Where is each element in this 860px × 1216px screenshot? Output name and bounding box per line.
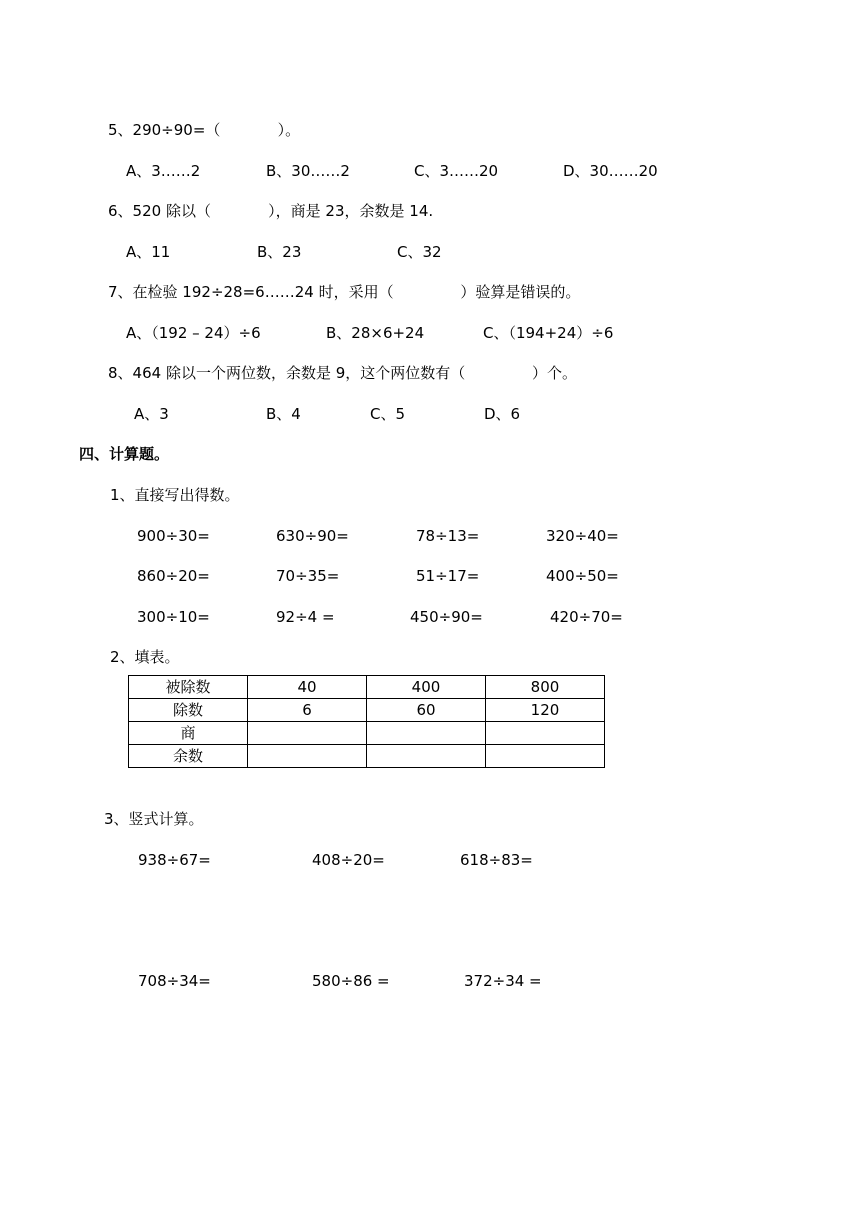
- part-3-heading: 3、竖式计算。: [104, 810, 204, 828]
- long-division-item: 580÷86 =: [312, 972, 390, 990]
- table-row: [129, 676, 605, 699]
- long-division-item: 372÷34 =: [464, 972, 542, 990]
- answer-cell[interactable]: [248, 722, 367, 745]
- oral-calc-item: 92÷4 =: [276, 608, 335, 626]
- question-5-option-d: D、30……20: [563, 162, 658, 180]
- oral-calc-item: 450÷90=: [410, 608, 483, 626]
- oral-calc-item: 300÷10=: [137, 608, 210, 626]
- oral-calc-item: 51÷17=: [416, 567, 480, 585]
- table-cell: 40: [248, 676, 367, 699]
- question-8-stem: 8、464 除以一个两位数，余数是 9，这个两位数有（ ）个。: [108, 364, 578, 382]
- fill-table: [128, 675, 605, 768]
- question-8-option-d: D、6: [484, 405, 521, 423]
- row-header-dividend: 被除数: [129, 676, 248, 699]
- question-5-option-c: C、3……20: [414, 162, 499, 180]
- question-8-option-a: A、3: [134, 405, 169, 423]
- oral-calc-item: 70÷35=: [276, 567, 340, 585]
- oral-calc-item: 420÷70=: [550, 608, 623, 626]
- answer-cell[interactable]: [486, 745, 605, 768]
- question-6-stem: 6、520 除以（ ），商是 23，余数是 14.: [108, 202, 434, 220]
- oral-calc-item: 860÷20=: [137, 567, 210, 585]
- question-8-option-c: C、5: [370, 405, 406, 423]
- table-cell: 800: [486, 676, 605, 699]
- oral-calc-item: 78÷13=: [416, 527, 480, 545]
- long-division-item: 618÷83=: [460, 851, 533, 869]
- oral-calc-item: 630÷90=: [276, 527, 349, 545]
- table-row: [129, 745, 605, 768]
- answer-cell[interactable]: [486, 722, 605, 745]
- oral-calc-item: 900÷30=: [137, 527, 210, 545]
- question-7-option-b: B、28×6+24: [326, 324, 425, 342]
- question-8-option-b: B、4: [266, 405, 301, 423]
- table-cell: 6: [248, 699, 367, 722]
- table-cell: 400: [367, 676, 486, 699]
- long-division-item: 408÷20=: [312, 851, 385, 869]
- answer-cell[interactable]: [367, 722, 486, 745]
- question-7-option-a: A、（192 – 24）÷6: [126, 324, 261, 342]
- answer-cell[interactable]: [367, 745, 486, 768]
- row-header-quotient: 商: [129, 722, 248, 745]
- row-header-remainder: 余数: [129, 745, 248, 768]
- row-header-divisor: 除数: [129, 699, 248, 722]
- section-4-title: 四、计算题。: [79, 445, 170, 463]
- question-7-stem: 7、在检验 192÷28=6……24 时，采用（ ）验算是错误的。: [108, 283, 581, 301]
- long-division-item: 938÷67=: [138, 851, 211, 869]
- answer-cell[interactable]: [248, 745, 367, 768]
- question-5-option-a: A、3……2: [126, 162, 201, 180]
- question-5-option-b: B、30……2: [266, 162, 350, 180]
- question-6-option-a: A、11: [126, 243, 171, 261]
- question-5-stem: 5、290÷90=（ ）。: [108, 121, 301, 139]
- question-7-option-c: C、（194+24）÷6: [483, 324, 614, 342]
- part-1-heading: 1、直接写出得数。: [110, 486, 240, 504]
- question-6-option-b: B、23: [257, 243, 302, 261]
- table-cell: 120: [486, 699, 605, 722]
- table-row: [129, 699, 605, 722]
- long-division-item: 708÷34=: [138, 972, 211, 990]
- oral-calc-item: 320÷40=: [546, 527, 619, 545]
- oral-calc-item: 400÷50=: [546, 567, 619, 585]
- table-cell: 60: [367, 699, 486, 722]
- part-2-heading: 2、填表。: [110, 648, 180, 666]
- table-row: [129, 722, 605, 745]
- question-6-option-c: C、32: [397, 243, 442, 261]
